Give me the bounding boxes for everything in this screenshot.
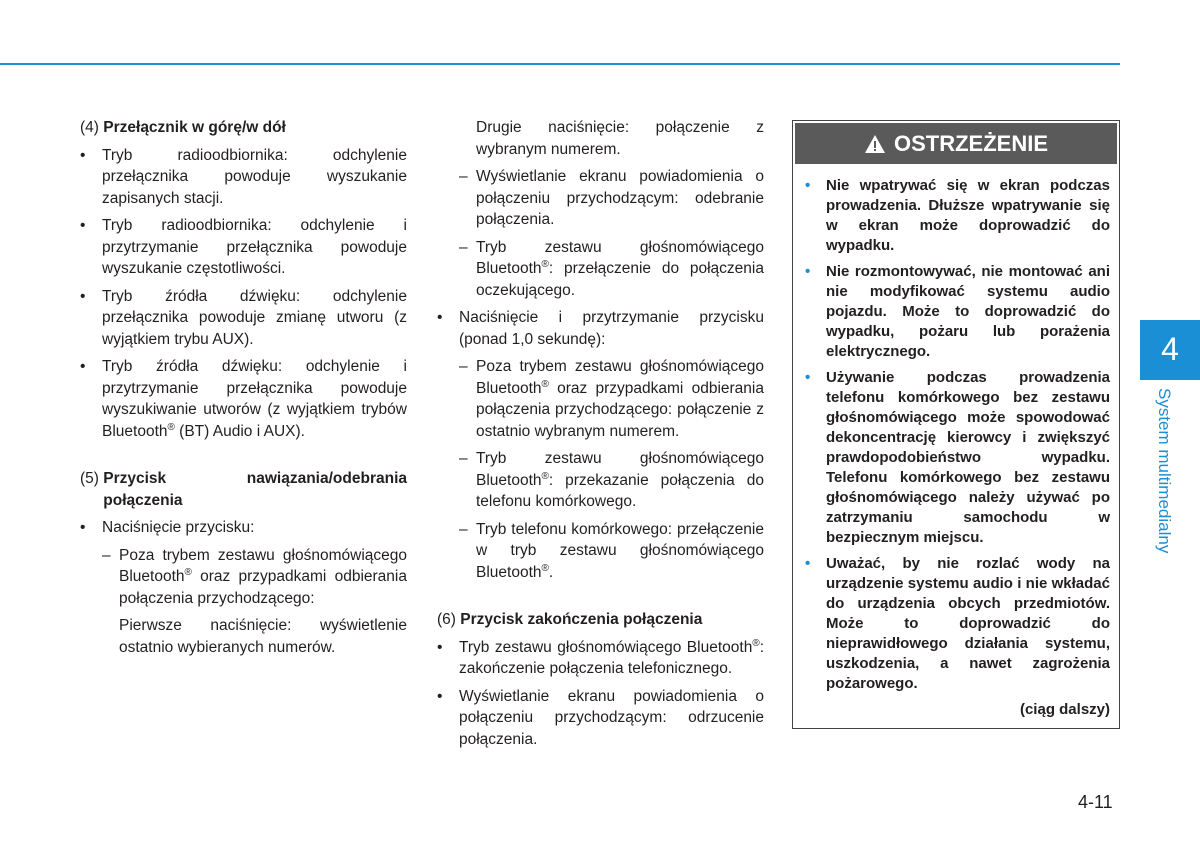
sub-list-item-text: [476, 356, 764, 442]
text-fragment: : przełączenie do połączenia oczekującego.: [476, 260, 764, 299]
top-rule: [0, 63, 1120, 65]
text-fragment: Tryb zestawu głośnomówiącego Bluetooth: [476, 450, 764, 489]
text-fragment: : przekazanie połączenia do telefonu komórkowego.: [476, 471, 764, 510]
text-fragment: (BT) Audio i AUX).: [174, 422, 305, 440]
section-title: Przycisk nawiązania/odebrania połączenia: [103, 470, 407, 509]
warning-item: [805, 262, 1110, 362]
registered-mark: ®: [752, 637, 760, 649]
middle-column: [437, 117, 764, 756]
section-heading-5: [80, 468, 407, 511]
sub-list-item: [437, 519, 764, 584]
text-fragment: Tryb zestawu głośnomówiącego Bluetooth: [476, 238, 764, 277]
registered-mark: ®: [184, 566, 192, 578]
sub-list-item-text: [476, 237, 764, 302]
dash-mark: –: [459, 358, 468, 375]
sub-list-item: [437, 237, 764, 302]
bullet-mark: •: [437, 687, 443, 705]
section-number: (5): [80, 470, 99, 487]
warning-item-text: Nie rozmontowywać, nie montować ani nie modyfikować systemu audio pojazdu. Może to doprowadzić do wypadku, pożaru lub porażenia elektrycznego.: [826, 263, 1110, 360]
dash-mark: –: [459, 238, 468, 256]
bullet-mark: •: [437, 309, 443, 326]
list-item-text: Tryb radioodbiornika: odchylenie i przytrzymanie przełącznika powoduje wyszukanie częstotliwości.: [102, 217, 407, 277]
registered-mark: ®: [167, 421, 175, 433]
text-fragment: Poza trybem zestawu głośnomówiącego Bluetooth: [119, 546, 407, 585]
list-item-text: [459, 637, 764, 680]
text-fragment: .: [548, 563, 554, 581]
bullet-mark: •: [437, 638, 443, 656]
dash-mark: –: [102, 546, 111, 564]
warning-box: [792, 120, 1120, 729]
registered-mark: ®: [541, 470, 549, 482]
text-fragment: Poza trybem zestawu głośnomówiącego Bluetooth: [476, 358, 764, 397]
section-number: (4): [80, 119, 99, 136]
left-column: [80, 117, 407, 664]
list-item-text: [102, 356, 407, 442]
list-item: [80, 356, 407, 442]
registered-mark: ®: [541, 562, 549, 574]
bullet-mark: •: [80, 146, 86, 164]
section-heading-6: [437, 609, 764, 631]
list-item: [437, 637, 764, 680]
bullet-mark: •: [805, 555, 811, 572]
warning-header: [795, 123, 1117, 164]
bullet-mark: •: [805, 177, 811, 194]
section-number: (6): [437, 611, 456, 628]
bullet-mark: •: [80, 287, 86, 305]
list-item-text: Naciśnięcie i przytrzymanie przycisku (ponad 1,0 sekundę):: [459, 309, 764, 348]
sub-list-item-text: [476, 448, 764, 513]
text-fragment: : zakończenie połączenia telefonicznego.: [459, 638, 764, 677]
registered-mark: ®: [541, 258, 549, 270]
chapter-tab: 4: [1140, 320, 1200, 380]
dash-mark: –: [459, 520, 468, 538]
sub-list-item-text: [119, 545, 407, 610]
continued-label: (ciąg dalszy): [1019, 701, 1110, 718]
text-fragment: Tryb zestawu głośnomówiącego Bluetooth: [459, 638, 753, 656]
warning-item: [805, 554, 1110, 694]
dash-mark: –: [459, 168, 468, 185]
list-item: [437, 307, 764, 350]
sub-list-item: [437, 356, 764, 442]
list-item-text: Naciśnięcie przycisku:: [102, 519, 255, 536]
warning-body: [793, 166, 1119, 728]
sub-list-item: [437, 166, 764, 231]
registered-mark: ®: [541, 378, 549, 390]
list-item-text: Tryb źródła dźwięku: odchylenie przełącznika powoduje zmianę utworu (z wyjątkiem trybu AUX).: [102, 287, 407, 348]
sub-list-item: [80, 545, 407, 610]
warning-item-text: Nie wpatrywać się w ekran podczas prowadzenia. Dłuższe wpatrywanie się w ekran może doprowadzić do wypadku.: [826, 177, 1110, 254]
chapter-title: System multimedialny: [1155, 388, 1174, 554]
bullet-mark: •: [80, 217, 86, 234]
section-heading-4: [80, 117, 407, 139]
page-number: 4-11: [1078, 792, 1113, 812]
section-title: Przełącznik w górę/w dół: [103, 119, 286, 136]
sub-list-item: [437, 448, 764, 513]
text-fragment: oraz przypadkami odbierania połączenia przychodzącego: połączenie z ostatnio wybranym numerem.: [476, 379, 764, 440]
bullet-mark: •: [80, 358, 86, 375]
section-title: Przycisk zakończenia połączenia: [460, 611, 703, 628]
bullet-mark: •: [80, 519, 86, 536]
sub-list-item-text: [476, 519, 764, 584]
warning-triangle-icon: [864, 134, 886, 154]
warning-item: [805, 368, 1110, 548]
text-fragment: oraz przypadkami odbierania połączenia przychodzącego:: [119, 568, 407, 607]
warning-title: OSTRZEŻENIE: [893, 130, 1048, 156]
bullet-mark: •: [805, 369, 811, 386]
warning-item-text: Używanie podczas prowadzenia telefonu komórkowego bez zestawu głośnomówiącego może spowodować dekoncentrację kierowcy i zwiększyć prawdopodobieństwo wypadku. Telefonu komórkowego bez zestawu głośnomówiącego należy używać po zatrzymaniu samochodu w bezpiecznym miejscu.: [826, 369, 1110, 546]
list-item-text: Wyświetlanie ekranu powiadomienia o połączeniu przychodzącym: odrzucenie połączenia.: [459, 687, 764, 748]
dash-mark: –: [459, 450, 468, 467]
list-item: [80, 517, 407, 539]
list-item-text: Tryb radioodbiornika: odchylenie przełącznika powoduje wyszukanie zapisanych stacji.: [102, 146, 407, 207]
list-item: [437, 686, 764, 751]
text-fragment: Tryb źródła dźwięku: odchylenie i przytrzymanie przełącznika powoduje wyszukiwanie utworów (z wyjątkiem trybów Bluetooth: [102, 358, 407, 440]
list-item: [80, 145, 407, 210]
continuation-text: Pierwsze naciśnięcie: wyświetlenie ostatnio wybieranych numerów.: [119, 617, 407, 656]
list-item: [80, 215, 407, 280]
sub-list-item-text: Wyświetlanie ekranu powiadomienia o połączeniu przychodzącym: odebranie połączenia.: [476, 168, 764, 228]
warning-item: [805, 176, 1110, 256]
bullet-mark: •: [805, 263, 811, 280]
continuation-text: Drugie naciśnięcie: połączenie z wybranym numerem.: [476, 119, 764, 158]
list-item: [80, 286, 407, 351]
text-fragment: Tryb telefonu komórkowego: przełączenie w tryb zestawu głośnomówiącego Bluetooth: [476, 520, 764, 581]
warning-item-text: Uważać, by nie rozlać wody na urządzenie systemu audio i nie wkładać do urządzenia obcych przedmiotów. Może to doprowadzić do nieprawidłowego działania systemu, uszkodzenia, a nawet zagrożenia pożarowego.: [826, 555, 1110, 692]
